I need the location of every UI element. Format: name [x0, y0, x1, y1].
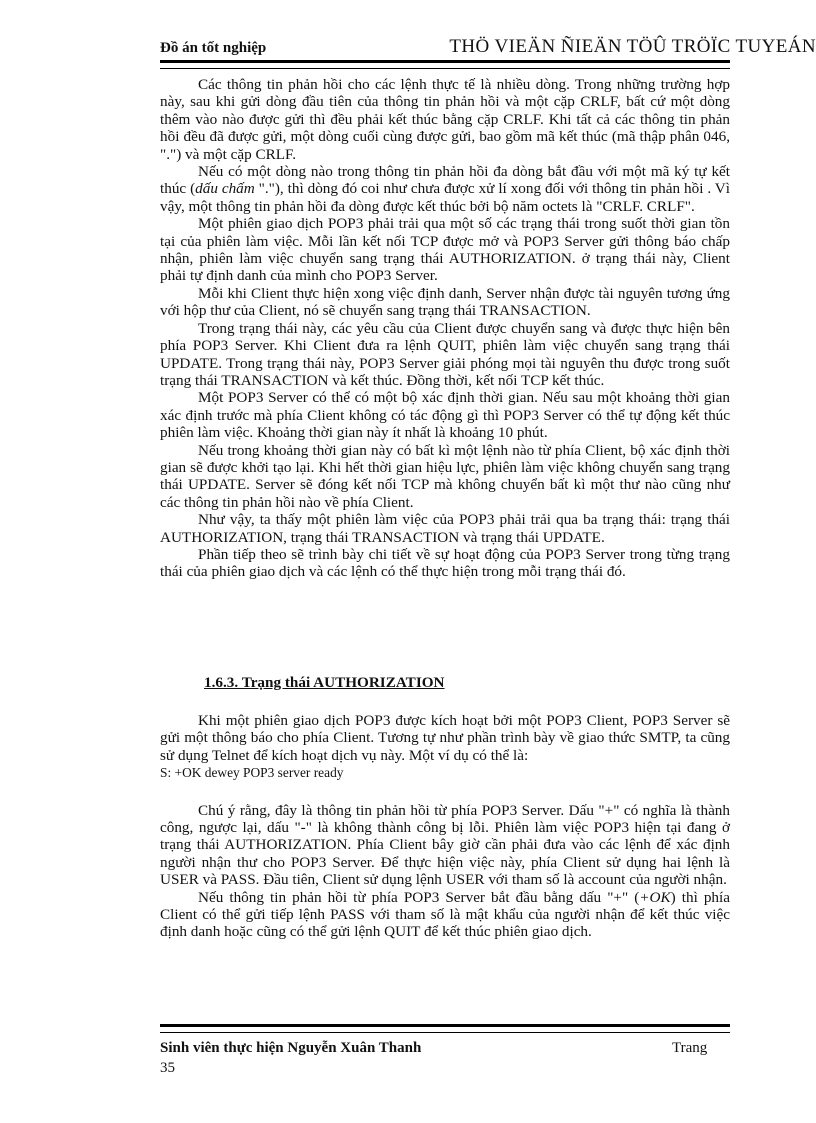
header-library-name: THÖ VIEÄN ÑIEÄN TÖÛ TRÖÏC TUYEÁN: [449, 36, 816, 57]
paragraph: Phần tiếp theo sẽ trình bày chi tiết về sự hoạt động của POP3 Server trong từng trạng thái của phiên giao dịch và các lệnh có thể thực hiện trong mỗi trạng thái đó.: [160, 545, 730, 581]
header-title: Đồ án tốt nghiệp: [160, 40, 267, 56]
paragraph-italic: dấu chấm: [195, 180, 255, 198]
paragraph: [160, 163, 730, 215]
paragraph: Như vậy, ta thấy một phiên làm việc của POP3 phải trải qua ba trạng thái: trạng thái AUTHORIZATION, trạng thái TRANSACTION và trạng thái UPDATE.: [160, 511, 730, 546]
footer-page-label: Trang: [672, 1040, 708, 1056]
paragraph: Các thông tin phản hồi cho các lệnh thực tế là nhiều dòng. Trong những trường hợp này, sau khi gửi dòng đầu tiên của thông tin phản hồi và một cặp CRLF, bất cứ một dòng thêm vào nào được gửi thì đều phải kết thúc bằng cặp CRLF. Khi tất cả các thông tin phản hồi đều đã được gửi, một dòng cuối cùng được gửi, bao gồm mã kết thúc (mã thập phân 046, ".") và một cặp CRLF.: [160, 76, 730, 163]
paragraph: Một POP3 Server có thể có một bộ xác định thời gian. Nếu sau một khoảng thời gian xác định trước mà phía Client không có tác động gì thì POP3 Server có thể tự động kết thúc phiên làm việc. Khoảng thời gian này ít nhất là khoảng 10 phút.: [160, 389, 730, 442]
paragraph: Trong trạng thái này, các yêu cầu của Client được chuyển sang và được thực hiện bên phía POP3 Server. Khi Client đưa ra lệnh QUIT, phiên làm việc chuyển sang trạng thái UPDATE. Trong trạng thái này, POP3 Server giải phóng mọi tài nguyên thu được trong suốt trạng thái TRANSACTION và kết thúc. Đồng thời, kết nối TCP kết thúc.: [160, 319, 730, 389]
section-heading: 1.6.3. Trạng thái AUTHORIZATION: [204, 674, 445, 691]
section-body: [160, 712, 730, 941]
footer-author: Sinh viên thực hiện Nguyễn Xuân Thanh: [160, 1040, 422, 1056]
footer-page-number: 35: [160, 1060, 175, 1076]
paragraph-text: Nếu có một dòng nào trong thông tin phản hồi đa dòng bắt đầu với một mã ký tự kết thúc (: [160, 163, 730, 198]
paragraph: Chú ý rằng, đây là thông tin phản hồi từ phía POP3 Server. Dấu "+" có nghĩa là thành công, ngược lại, dấu "-" là không thành công bị lỗi. Phiên làm việc POP3 hiện tại đang ở trạng thái AUTHORIZATION. Phía Client bây giờ cần phải đưa vào các lệnh để xác định người nhận thư cho POP3 Server. Để thực hiện việc này, phía Client sử dụng hai lệnh là USER và PASS. Đầu tiên, Client sử dụng lệnh USER với tham số là account của người nhận.: [160, 801, 730, 889]
paragraph: Mỗi khi Client thực hiện xong việc định danh, Server nhận được tài nguyên tương ứng với hộp thư của Client, nó sẽ chuyển sang trạng thái TRANSACTION.: [160, 284, 730, 320]
paragraph: [160, 889, 730, 941]
paragraph: Khi một phiên giao dịch POP3 được kích hoạt bởi một POP3 Client, POP3 Server sẽ gửi một thông báo cho phía Client. Tương tự như phần trình bày về giao thức SMTP, ta cũng sử dụng Telnet để kích hoạt dịch vụ này. Một ví dụ có thể là:: [160, 712, 730, 764]
paragraph: Nếu trong khoảng thời gian này có bất kì một lệnh nào từ phía Client, bộ xác định thời gian sẽ được khởi tạo lại. Khi hết thời gian hiệu lực, phiên làm việc không chuyển sang trạng thái UPDATE. Server sẽ đóng kết nối TCP mà không chuyển bất kì một thư nào cũng như các thông tin phản hồi nào về phía Client.: [160, 441, 730, 511]
main-body: [160, 76, 730, 581]
paragraph-italic: +OK: [639, 888, 671, 906]
paragraph-text: "."), thì dòng đó coi như chưa được xử lí xong đối với thông tin phản hồi . Vì vậy, một thông tin phản hồi đa dòng được kết thúc bởi bộ năm octets là "CRLF. CRLF".: [160, 180, 730, 215]
paragraph-text: ) thì phía Client có thể gửi tiếp lệnh PASS với tham số là mật khẩu của người nhận để kết thúc việc định danh hoặc cũng có thể gửi lệnh QUIT để kết thúc phiên giao dịch.: [160, 888, 730, 941]
paragraph-text: Nếu thông tin phản hồi từ phía POP3 Server bắt đầu bằng dấu "+" (: [198, 888, 640, 906]
footer-divider: [160, 1024, 730, 1033]
header-divider: [160, 60, 730, 69]
server-example-line: S: +OK dewey POP3 server ready: [160, 765, 344, 781]
paragraph: Một phiên giao dịch POP3 phải trải qua một số các trạng thái trong suốt thời gian tồn tại của phiên làm việc. Mỗi lần kết nối TCP được mở và POP3 Server gửi thông báo chấp nhận, phiên làm việc chuyển sang trạng thái AUTHORIZATION. ở trạng thái này, Client phải tự định danh của mình cho POP3 Server.: [160, 215, 730, 285]
